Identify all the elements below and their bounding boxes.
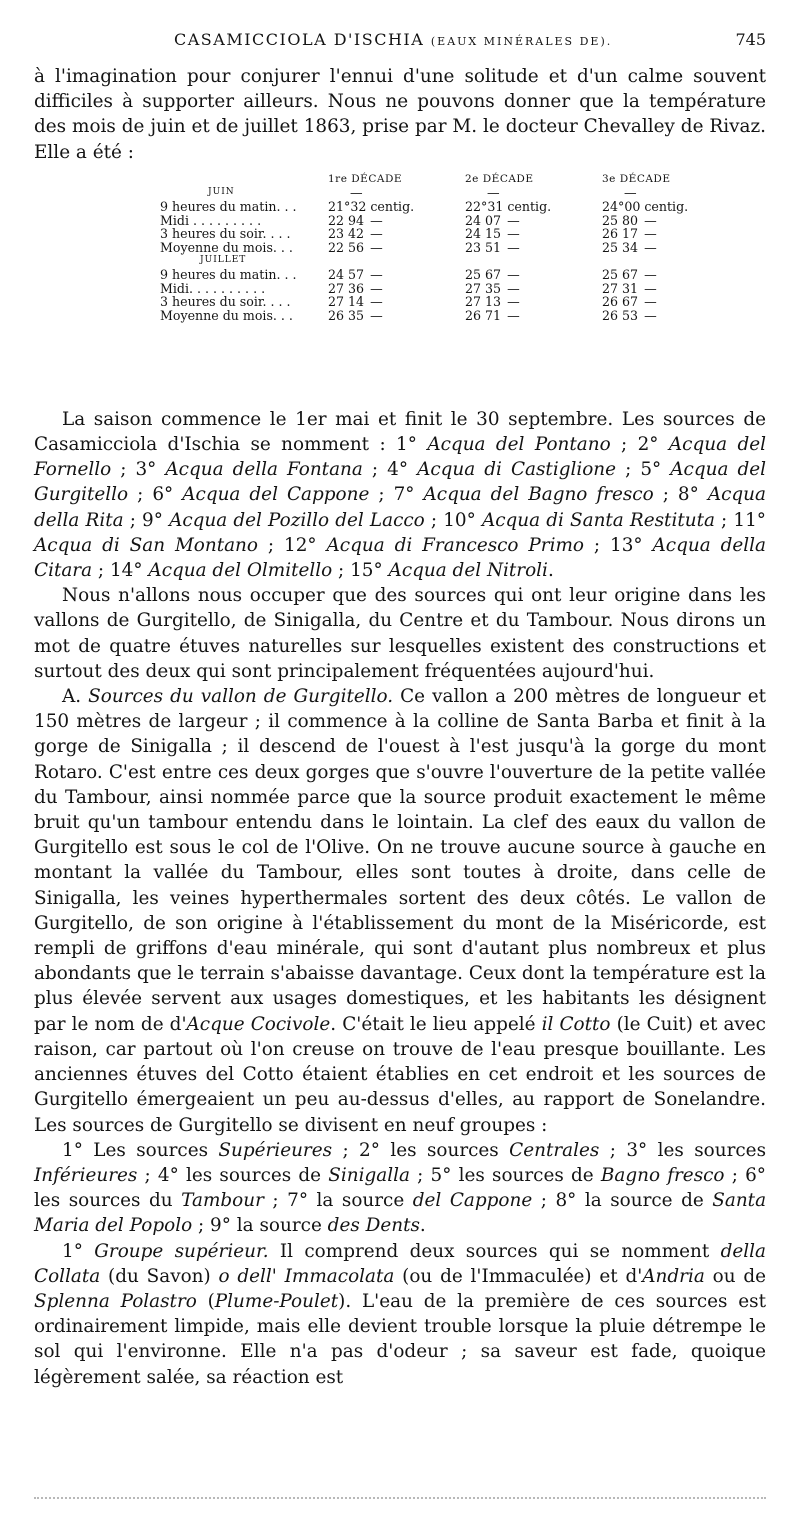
cell-value: 24 07 [465, 212, 502, 228]
table-cell [465, 309, 602, 323]
source-name: Acqua della Rita [34, 484, 766, 531]
ditto-mark: — [370, 266, 383, 282]
ditto-mark: — [507, 239, 520, 255]
row-label: 3 heures du soir. . . . [160, 294, 291, 310]
source-name: Acqua del Cappone [182, 484, 370, 506]
group-name: del Cappone [412, 1190, 533, 1212]
text-run: ; 13° [583, 534, 653, 556]
group-name: Santa Maria del Popolo [34, 1190, 767, 1237]
column-header: 1re DÉCADE [328, 172, 403, 185]
month-name: JUIN [208, 187, 235, 198]
text-run: ; 8° la source de [532, 1190, 713, 1212]
text-run: ; 12° [257, 534, 327, 556]
cell-value: 26 67 [602, 294, 639, 310]
paragraph-groupes [34, 1138, 766, 1239]
table-row [160, 200, 739, 214]
bottom-scan-noise [34, 1497, 766, 1501]
source-name: Acqua di Santa Restituta [481, 509, 715, 531]
text-run: ; 14° [92, 560, 149, 582]
text-run: ; 3° les sources [599, 1139, 767, 1161]
group-name: Centrales [509, 1139, 600, 1161]
cell-value: 27 14 [328, 294, 365, 310]
table-header-row [160, 173, 739, 187]
cell-value: 27 13 [465, 294, 502, 310]
cell-value: 23 51 [465, 239, 502, 255]
text-run: ; 11° [714, 509, 766, 531]
row-label: Moyenne du mois. . . [160, 307, 293, 323]
body-text [34, 64, 766, 1390]
table-row [160, 227, 739, 241]
text-run: ; 9° la source [192, 1215, 328, 1237]
source-name: Acqua del Pozillo del Lacco [169, 509, 425, 531]
text-run: ; 9° [123, 509, 170, 531]
cell-value: 26 71 [465, 307, 502, 323]
month-name: JUILLET [200, 255, 247, 266]
cell-value: 27 35 [465, 280, 502, 296]
month-row [160, 186, 739, 200]
table-cell [465, 214, 602, 228]
text-run: ; 6° [128, 484, 183, 506]
section-marker: 1° [62, 1240, 95, 1262]
row-label: Midi . . . . . . . . . [160, 212, 262, 228]
table-cell [465, 282, 602, 296]
table-cell [602, 309, 739, 323]
table-cell [328, 268, 465, 282]
group-name: Tambour [181, 1190, 264, 1212]
paragraph-vallons: Nous n'allons nous occuper que des sources qui ont leur origine dans les vallons de Gurgitello, de Sinigalla, du Centre et du Tambour. Nous dirons un mot de quatre étuves naturelles sur lesquelles existent des constructions et surtout des deux qui sont principalement fréquentées aujourd'hui. [34, 585, 766, 682]
cell-value: 24 57 [328, 266, 365, 282]
row-label: 3 heures du soir. . . . [160, 226, 291, 242]
source-name: Acqua del Nitroli [388, 560, 548, 582]
table-cell [465, 227, 602, 241]
cell-value: 25 67 [465, 266, 502, 282]
cell-value: 26 53 [602, 307, 639, 323]
source-name: Acqua del Fornello [34, 434, 766, 481]
temperature-table [160, 173, 739, 323]
source-name: Acqua del Olmitello [148, 560, 333, 582]
table-row [160, 282, 739, 296]
group-name: des Dents [327, 1215, 420, 1237]
text-run: ; 8° [653, 484, 708, 506]
source-name: Acqua di Castiglione [417, 459, 617, 481]
running-title [174, 30, 612, 49]
text-run: ; 6° les sources du [34, 1164, 767, 1212]
source-name: Andria [642, 1265, 705, 1287]
cell-value: 22 56 [328, 239, 365, 255]
paragraph-groupe-superieur [34, 1239, 766, 1390]
table-cell [328, 200, 465, 214]
month-dash: — [624, 185, 637, 201]
table-cell [465, 268, 602, 282]
source-name: Acqua di San Montano [34, 534, 258, 556]
text-run: ; 10° [424, 509, 482, 531]
column-header: 3e DÉCADE [602, 172, 671, 185]
ditto-mark: — [507, 212, 520, 228]
section-heading: Groupe supérieur. [94, 1240, 269, 1262]
cell-value: 24°00 [602, 199, 641, 214]
text-run: (du Savon) [100, 1265, 219, 1287]
text-run: ; 5° les sources de [409, 1164, 601, 1186]
ditto-mark: — [644, 212, 657, 228]
ditto-mark: — [370, 294, 383, 310]
row-label: 9 heures du matin. . . [160, 199, 297, 214]
table-cell [602, 268, 739, 282]
cell-value: 27 31 [602, 280, 639, 296]
section-marker: A. [62, 686, 89, 708]
table-cell [602, 200, 739, 214]
text-run: Ce vallon a 200 mètres de longueur et 150 mètres de largeur ; il commence à la colline de Santa Barba et finit à la gorge de Sinigalla ; il descend de l'ouest à l'est jusqu'à la gorge du mont Rotaro. C'est entre ces deux gorges que s'ouvre l'ouverture de la petite vallée du Tambour, ainsi nommée parce que la source produit exactement le même bruit qu'un tambour entendu dans le lointain. La clef des eaux du vallon de Gurgitello est sous le col de l'Olive. On ne trouve aucune source à gauche en montant la vallée du Tambour, elles sont toutes à droite, dans celle de Sinigalla, les veines hyperthermales sortent des deux côtés. Le vallon de Gurgitello, de son origine à l'établissement du mont de la Miséricorde, est rempli de griffons d'eau minérale, qui sont d'autant plus nombreux et plus abondants que le terrain s'abaisse davantage. Ceux dont la température est la plus élevée servent aux usages domestiques, et les habitants les désignent par le nom de d' [34, 686, 766, 1035]
ditto-mark: — [507, 294, 520, 310]
paragraph-intro: à l'imagination pour conjurer l'ennui d'une solitude et d'un calme souvent difficiles à supporter ailleurs. Nous ne pouvons donner que la température des mois de juin et de juillet 1863, prise par M. le docteur Chevalley de Rivaz. Elle a été : [34, 66, 766, 163]
temperature-table-wrap [34, 173, 766, 383]
italic-term: il Cotto [541, 1013, 611, 1035]
source-name: Acqua di Francesco Primo [326, 534, 584, 556]
table-cell [602, 282, 739, 296]
table-cell [602, 241, 739, 255]
table-cell [465, 200, 602, 214]
text-run: ou de [704, 1265, 767, 1287]
group-name: Inférieures [34, 1164, 138, 1186]
column-header: 2e DÉCADE [465, 172, 534, 185]
ditto-mark: — [507, 226, 520, 242]
table-cell [328, 214, 465, 228]
running-header [34, 30, 766, 60]
source-name: Splenna Polastro [34, 1290, 197, 1312]
text-run: . C'était le lieu appelé [330, 1013, 542, 1035]
source-name: Acqua della Fontana [165, 459, 363, 481]
text-run: (ou de l'Immaculée) et d' [394, 1265, 643, 1287]
running-title-sub: (EAUX MINÉRALES DE). [430, 35, 613, 48]
ditto-mark: — [644, 266, 657, 282]
source-name: Acqua del Gurgitello [34, 459, 766, 506]
month-dash [602, 254, 739, 268]
text-run: ; 7° [369, 484, 424, 506]
italic-term: Acque Cocivole [186, 1013, 331, 1035]
month-label [160, 254, 328, 268]
section-heading: Sources du vallon de Gurgitello. [88, 686, 394, 708]
text-run: ; 2° [610, 434, 669, 456]
table-row [160, 268, 739, 282]
text-run: 1° Les sources [62, 1139, 219, 1161]
cell-value: 25 80 [602, 212, 639, 228]
row-label: Moyenne du mois. . . [160, 239, 293, 255]
table-cell [328, 282, 465, 296]
cell-value: 22 94 [328, 212, 365, 228]
unit-label: centig. [644, 199, 689, 214]
text-run: ( [196, 1290, 215, 1312]
source-name: Acqua della Citara [34, 534, 766, 582]
table-cell [328, 227, 465, 241]
table-cell [328, 309, 465, 323]
ditto-mark: — [370, 212, 383, 228]
ditto-mark: — [644, 280, 657, 296]
group-name: Sinigalla [328, 1164, 410, 1186]
ditto-mark: — [370, 280, 383, 296]
running-title-main: CASAMICCIOLA D'ISCHIA [174, 30, 425, 49]
month-dash [328, 254, 465, 268]
table-cell [602, 295, 739, 309]
ditto-mark: — [370, 239, 383, 255]
text-run: . [419, 1215, 426, 1237]
text-run: ; 7° la source [263, 1190, 413, 1212]
cell-value: 21°32 [328, 199, 367, 214]
group-name: Bagno fresco [600, 1164, 725, 1186]
paragraph-gurgitello [34, 684, 766, 1138]
ditto-mark: — [507, 280, 520, 296]
source-name: o dell' Immacolata [218, 1265, 395, 1287]
cell-value: 25 67 [602, 266, 639, 282]
table-cell [328, 241, 465, 255]
text-run: Il comprend deux sources qui se nomment [268, 1240, 721, 1262]
table-row [160, 295, 739, 309]
page-number: 745 [735, 30, 766, 49]
table-cell [602, 227, 739, 241]
group-name: Supérieures [218, 1139, 333, 1161]
month-dash: — [487, 185, 500, 201]
text-run: ; 2° les sources [332, 1139, 510, 1161]
text-run: ). L'eau de la première de ces sources est ordinairement limpide, mais elle devient trouble lorsque la pluie détrempe le sol qui l'environne. Elle n'a pas d'odeur ; sa saveur est fade, quoique légèrement salée, sa réaction est [34, 1290, 766, 1388]
ditto-mark: — [644, 226, 657, 242]
ditto-mark: — [370, 226, 383, 242]
ditto-mark: — [507, 266, 520, 282]
ditto-mark: — [507, 307, 520, 323]
text-run: ; 5° [616, 459, 671, 481]
unit-label: centig. [370, 199, 415, 214]
table-cell [465, 241, 602, 255]
cell-value: 22°31 [465, 199, 504, 214]
text-run: . [547, 560, 554, 582]
month-dash: — [350, 185, 363, 201]
source-name: della Collata [34, 1240, 766, 1287]
cell-value: 25 34 [602, 239, 639, 255]
source-name: Acqua del Pontano [427, 434, 611, 456]
text-run: ; 4° les sources de [137, 1164, 329, 1186]
table-row [160, 309, 739, 323]
month-row [160, 254, 739, 268]
cell-value: 23 42 [328, 226, 365, 242]
paragraph-saison [34, 407, 766, 583]
unit-label: centig. [507, 199, 552, 214]
ditto-mark: — [370, 307, 383, 323]
text-run: ; 15° [332, 560, 389, 582]
text-run: La saison commence le 1er mai et finit le 30 septembre. Les sources de Casamicciola d'Ischia se nomment : 1° [34, 408, 766, 456]
cell-value: 26 17 [602, 226, 639, 242]
ditto-mark: — [644, 294, 657, 310]
row-label: 9 heures du matin. . . [160, 266, 297, 282]
ditto-mark: — [644, 239, 657, 255]
text-run: ; 3° [111, 459, 166, 481]
table-corner [160, 173, 328, 187]
text-run: (le Cuit) et avec raison, car partout où l'on creuse on trouve de l'eau presque bouillante. Les anciennes étuves del Cotto étaient établies en cet endroit et les sources de Gurgitello émergeaient un peu au-dessus d'elles, au rapport de Sonelandre. Les sources de Gurgitello se divisent en neuf groupes : [34, 1013, 766, 1136]
table-row [160, 241, 739, 255]
table-cell [465, 295, 602, 309]
month-label [160, 186, 328, 200]
row-label: Midi. . . . . . . . . . [160, 280, 266, 296]
source-name: Plume-Poulet [214, 1290, 339, 1312]
cell-value: 27 36 [328, 280, 365, 296]
table-cell [328, 295, 465, 309]
month-dash [465, 254, 602, 268]
cell-value: 24 15 [465, 226, 502, 242]
table-row [160, 214, 739, 228]
ditto-mark: — [644, 307, 657, 323]
table-cell [602, 214, 739, 228]
source-name: Acqua del Bagno fresco [423, 484, 654, 506]
text-run: ; 4° [362, 459, 418, 481]
cell-value: 26 35 [328, 307, 365, 323]
